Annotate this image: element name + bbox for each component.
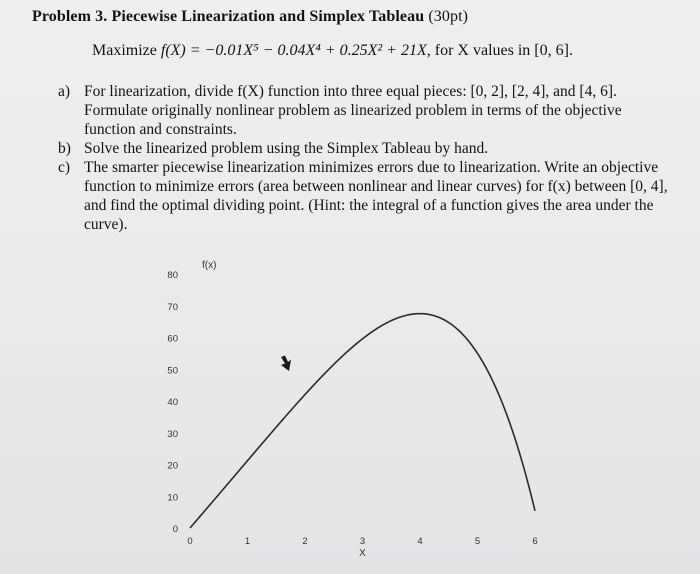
- x-tick-label: 0: [187, 536, 193, 547]
- x-axis-ticks: [187, 536, 537, 559]
- cursor-arrow-icon: [281, 356, 291, 372]
- question-text-a: For linearization, divide f(X) function into three equal pieces: [0, 2], [2, 4], and [4, 6]. Formulate originally nonlinear problem as linearized problem in terms of the objective function and constraints.: [84, 83, 622, 138]
- y-tick-label: 60: [167, 333, 178, 345]
- y-tick-label: 10: [167, 492, 178, 504]
- problem-points: (30pt): [428, 8, 469, 25]
- function-plot: [150, 248, 570, 568]
- problem-title-text: Problem 3. Piecewise Linearization and Simplex Tableau: [32, 8, 425, 25]
- x-axis-label: X: [359, 548, 366, 559]
- x-tick-label: 5: [474, 536, 481, 547]
- x-tick-label: 2: [302, 536, 308, 547]
- objective-expression: f(X) = −0.01X⁵ − 0.04X⁴ + 0.25X² + 21X: [160, 42, 427, 59]
- question-label-a: a): [58, 83, 71, 100]
- problem-title: [32, 8, 468, 26]
- question-label-c: c): [58, 159, 71, 176]
- y-axis-label: f(x): [202, 260, 217, 271]
- y-tick-label: 20: [167, 460, 178, 472]
- y-tick-label: 80: [167, 270, 178, 281]
- objective-formula: [92, 42, 573, 60]
- objective-suffix: , for X values in [0, 6].: [426, 42, 573, 59]
- question-text-b: Solve the linearized problem using the Simplex Tableau by hand.: [84, 140, 489, 157]
- y-tick-label: 30: [167, 428, 178, 440]
- question-label-b: b): [58, 140, 71, 157]
- y-tick-label: 70: [167, 301, 178, 313]
- y-tick-label: 0: [172, 524, 178, 535]
- x-tick-label: 6: [532, 536, 538, 547]
- y-axis-ticks: [167, 270, 178, 535]
- question-text-c: The smarter piecewise linearization minimizes errors due to linearization. Write an objective function to minimize errors (area between nonlinear and linear curves) for f(x) between [0, 4], and find the optimal dividing point. (Hint: the integral of a function gives the area under the curve).: [84, 159, 668, 233]
- x-tick-label: 3: [359, 536, 366, 547]
- x-tick-label: 1: [244, 536, 251, 547]
- x-tick-label: 4: [417, 536, 423, 547]
- objective-prefix: Maximize: [92, 42, 161, 59]
- fx-curve: [190, 314, 535, 528]
- y-tick-label: 40: [167, 397, 178, 408]
- y-tick-label: 50: [167, 365, 178, 377]
